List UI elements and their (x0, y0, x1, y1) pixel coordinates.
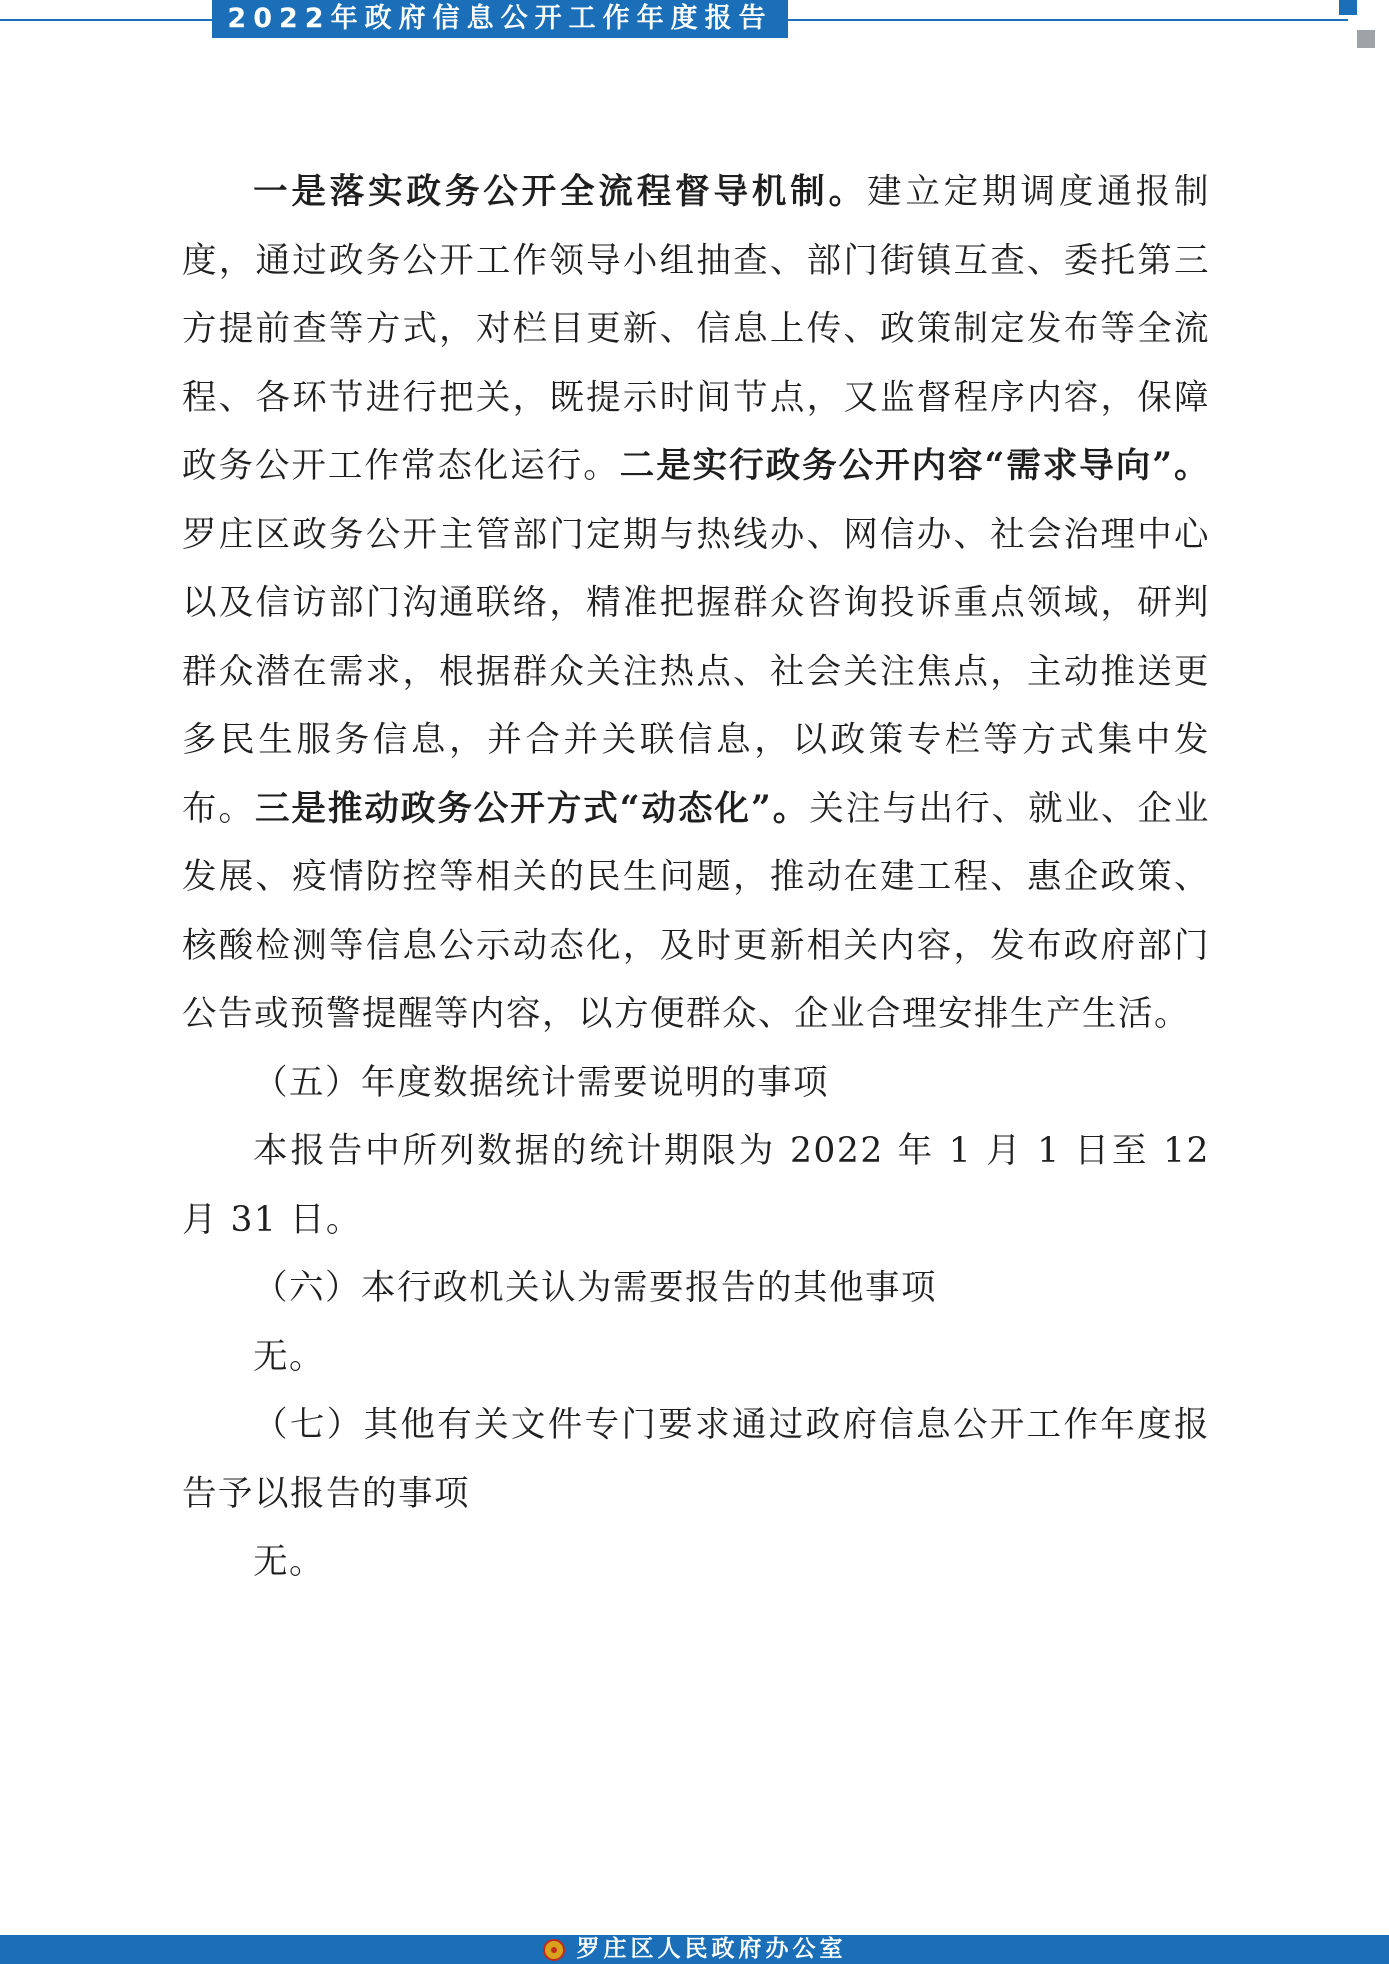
national-emblem-icon (543, 1939, 565, 1961)
footer-band (0, 1935, 1389, 1964)
paragraph-statistics-period: 本报告中所列数据的统计期限为 2022 年 1 月 1 日至 12 月 31 日。 (182, 1131, 1210, 1240)
paragraph-required-matters: 无。 (253, 1542, 326, 1582)
footer-organization: 罗庄区人民政府办公室 (576, 1936, 847, 1962)
section-heading-5: （五）年度数据统计需要说明的事项 (253, 1062, 830, 1103)
section-heading-6: （六）本行政机关认为需要报告的其他事项 (253, 1268, 938, 1308)
report-title-banner: 2022年政府信息公开工作年度报告 (212, 0, 788, 38)
corner-square-gray (1357, 30, 1375, 48)
text-dynamic: 关注与出行、就业、企业发展、疫情防控等相关的民生问题，推动在建工程、惠企政策、核酸检测等信息公示动态化，及时更新相关内容，发布政府部门公告或预警提醒等内容，以方便群众、企业合理安排生产生活。 (182, 788, 1211, 1034)
document-body (182, 158, 1210, 1597)
text-mechanism: 建立定期调度通报制度，通过政务公开工作领导小组抽查、部门街镇互查、委托第三方提前查等方式，对栏目更新、信息上传、政策制定发布等全流程、各环节进行把关，既提示时间节点，又监督程序内容，保障政务公开工作常态化运行。 (182, 172, 1211, 486)
corner-square-blue (1339, 0, 1357, 15)
lead-dynamic: 三是推动政务公开方式“动态化”。 (254, 788, 810, 829)
section-heading-7: （七）其他有关文件专门要求通过政府信息公开工作年度报告予以报告的事项 (182, 1405, 1210, 1514)
lead-mechanism: 一是落实政务公开全流程督导机制。 (253, 172, 868, 212)
paragraph-measures (182, 158, 1210, 1049)
paragraph-other-matters: 无。 (253, 1336, 326, 1377)
lead-demand-oriented: 二是实行政务公开内容“需求导向”。 (619, 446, 1211, 486)
text-demand-oriented: 罗庄区政务公开主管部门定期与热线办、网信办、社会治理中心以及信访部门沟通联络，精准把握群众咨询投诉重点领域，研判群众潜在需求，根据群众关注热点、社会关注焦点，主动推送更多民生服务信息，并合并关联信息，以政策专栏等方式集中发布。 (182, 514, 1210, 829)
footer-content (0, 1935, 1389, 1964)
